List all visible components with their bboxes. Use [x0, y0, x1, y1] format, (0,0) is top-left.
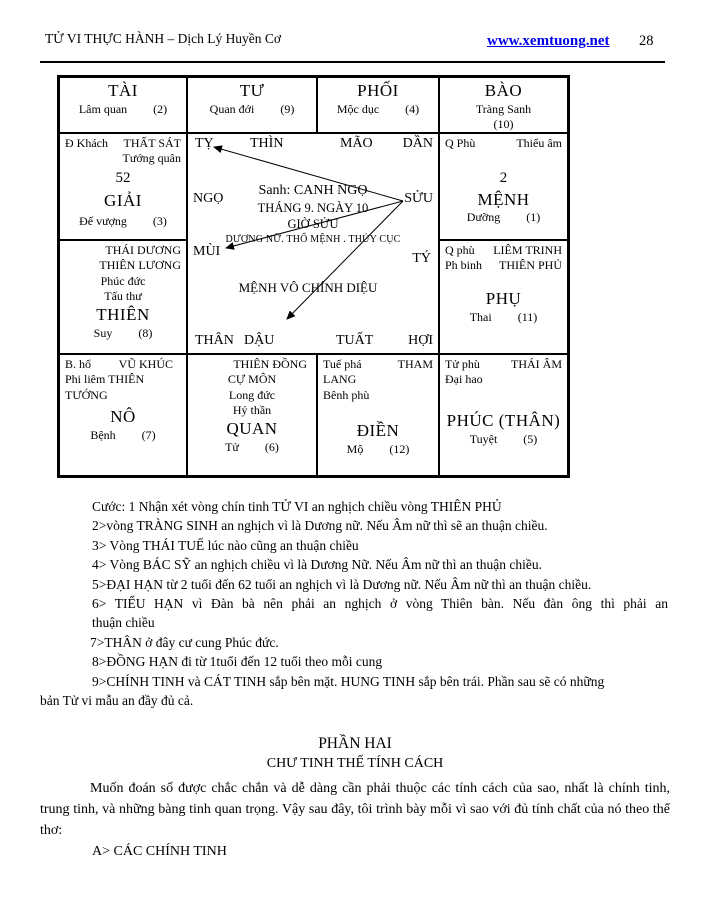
chart-cell-menh	[439, 133, 568, 240]
section-subtitle: CHƯ TINH THỂ TÍNH CÁCH	[266, 756, 444, 771]
note-line: 9>CHÍNH TINH và CÁT TINH sắp bên mặt. HUNG TINH sắp bên trái. Phần sau sẽ có những	[92, 673, 605, 689]
major-star: Phi liêm THIÊN TƯỚNG	[65, 372, 145, 402]
note-line: 3> Vòng THÁI TUẾ lúc nào cũng an thuận chiều	[92, 537, 359, 553]
chart-cell-thien	[59, 240, 187, 354]
major-star: LIÊM TRINH	[493, 243, 562, 257]
palace-name: NÔ	[110, 406, 136, 426]
minor-star: Phúc đức	[100, 273, 146, 288]
chart-cell-phuc	[439, 354, 568, 476]
palace-name: ĐIỀN	[356, 420, 400, 440]
stage-number: (3)	[152, 213, 167, 228]
major-star: THÁI DƯƠNG	[105, 243, 181, 257]
palace-name: THIÊN	[96, 305, 150, 325]
birth-info	[188, 182, 438, 246]
stage-name: Dưỡng	[466, 210, 501, 225]
branch-ngo: NGỌ	[193, 191, 224, 206]
minor-star: Đại hao	[445, 372, 483, 387]
age-number: 52	[115, 169, 131, 186]
chart-cell-bao	[439, 77, 568, 133]
minor-star: Q phù	[445, 243, 475, 257]
major-star: CỰ MÔN	[227, 372, 277, 387]
major-star: THÁI ÂM	[511, 357, 562, 371]
note-line: bản Tử vi mẫu an đầy đủ cả.	[40, 693, 194, 709]
chart-cell-giai	[59, 133, 187, 240]
chart-center	[187, 133, 439, 354]
branch-dan: DẦN	[402, 136, 433, 151]
branch-mao: MÃO	[340, 136, 373, 151]
stage-number: (1)	[526, 210, 541, 225]
section-paragraph: Muốn đoán số được chắc chắn và dễ dàng cần phải thuộc các tính cách của sao, nhất là chính tinh, trung tinh, và những bàng tinh quan trọng. Vậy sau đây, tôi trình bày mỗi vì sao với đủ tính chất của nó theo thể thơ:	[40, 781, 670, 838]
note-line: 7>THÂN ở đây cư cung Phúc đức.	[90, 634, 279, 650]
branch-ti: TÝ	[412, 251, 431, 266]
note-line: 4> Vòng BÁC SỸ an nghịch chiều vì là Dương Nữ. Nếu Âm nữ thì an thuận chiều.	[92, 557, 543, 573]
section-item: A> CÁC CHÍNH TINH	[92, 844, 227, 859]
branch-mui: MÙI	[193, 244, 221, 259]
branch-dau: DẬU	[244, 333, 275, 348]
note-line: 2>vòng TRÀNG SINH an nghịch vì là Dương nữ. Nếu Âm nữ thì sẽ an thuận chiều.	[92, 518, 548, 534]
stage-number: (4)	[405, 101, 420, 116]
tuvi-chart	[57, 75, 570, 478]
palace-name: PHỤ	[485, 288, 522, 308]
age-number: 2	[499, 170, 508, 187]
branch-tuat: TUẤT	[336, 333, 374, 348]
page-title: TỬ VI THỰC HÀNH – Dịch Lý Huyền Cơ	[45, 31, 282, 46]
stage-number: (8)	[138, 326, 153, 341]
palace-name: BÀO	[484, 81, 523, 100]
stage-name: Tràng Sanh	[475, 101, 532, 116]
stage-name: Thai	[469, 309, 492, 324]
stage-name: Mộc dục	[336, 101, 380, 116]
palace-name: TÀI	[108, 81, 138, 100]
palace-name: GIẢI	[104, 190, 142, 210]
stage-number: (12)	[389, 441, 410, 456]
minor-star: Tướng quân	[122, 151, 181, 166]
minor-star: Đ Khách	[65, 136, 108, 150]
header-divider	[40, 61, 665, 63]
minor-star: Tuế phá	[323, 357, 362, 371]
chart-cell-phu	[439, 240, 568, 354]
website-link[interactable]: www.xemtuong.net	[487, 33, 610, 49]
major-star: THẤT SÁT	[123, 136, 181, 150]
stage-name: Bệnh	[90, 427, 116, 442]
stage-number: (9)	[280, 101, 295, 116]
part-two-section	[40, 735, 670, 862]
stage-number: (7)	[141, 427, 156, 442]
note-line: Cước: 1 Nhận xét vòng chín tinh TỬ VI an nghịch chiều vòng THIÊN PHỦ	[92, 499, 502, 514]
stage-name: Quan đới	[209, 101, 255, 116]
major-star: THIÊN PHỦ	[499, 258, 562, 273]
note-line: thuận chiều	[92, 615, 155, 631]
minor-star: B. hổ	[65, 357, 92, 371]
stage-number: (5)	[523, 431, 538, 446]
chart-cell-phoi	[317, 77, 439, 133]
stage-name: Lâm quan	[78, 101, 128, 116]
minor-star: Tử phù	[445, 357, 480, 371]
chart-cell-no	[59, 354, 187, 476]
stage-name: Tử	[225, 440, 239, 455]
birth-month-day: THÁNG 9. NGÀY 10	[257, 201, 369, 216]
birth-destiny: DƯƠNG NỮ. THỔ MỆNH . THỦY CỤC	[225, 233, 401, 245]
stage-name: Tuyệt	[469, 431, 498, 446]
major-star: THIÊN LƯƠNG	[99, 258, 181, 273]
branch-suu: SỬU	[404, 191, 433, 206]
chart-cell-tai	[59, 77, 187, 133]
branch-hoi: HỢI	[408, 333, 433, 348]
footnotes	[40, 497, 670, 710]
stage-name: Đế vượng	[79, 213, 127, 228]
major-star: THIÊN ĐỒNG	[233, 357, 307, 371]
note-line: 8>ĐỒNG HẠN đi từ 1tuổi đến 12 tuổi theo mỗi cung	[92, 654, 383, 670]
minor-star: Tấu thư	[104, 289, 142, 304]
major-star: LANG	[323, 372, 357, 387]
minor-star: Hỷ thần	[232, 403, 272, 418]
minor-star: Long đức	[228, 387, 276, 402]
palace-name: PHỐI	[357, 81, 399, 100]
stage-name: Suy	[93, 326, 113, 341]
major-star: VŨ KHÚC	[118, 357, 173, 371]
birth-hour: GIỜ SỬU	[287, 217, 339, 232]
note-line: 6> TIỂU HẠN vì Đàn bà nên phải an nghịch ở vòng Thiên bàn. Nếu đàn ông thì phải an	[92, 596, 668, 612]
minor-star: Ph binh	[445, 258, 483, 273]
chart-cell-tu	[187, 77, 317, 133]
minor-star: Thiếu âm	[516, 136, 562, 150]
section-title: PHẦN HAI	[318, 735, 392, 752]
center-note: MỆNH VÔ CHÍNH DIỆU	[238, 280, 378, 295]
chart-cell-quan	[187, 354, 317, 476]
branch-ty: TỴ	[195, 136, 214, 151]
palace-name: TƯ	[239, 81, 265, 100]
page-number: 28	[639, 33, 654, 49]
stage-number: (2)	[153, 101, 168, 116]
stage-number: (11)	[517, 309, 538, 324]
stage-number: (6)	[264, 440, 279, 455]
branch-thin: THÌN	[250, 136, 284, 151]
branch-than: THÂN	[195, 333, 234, 348]
major-star: THAM	[397, 357, 433, 371]
palace-name: MỆNH	[477, 189, 530, 209]
palace-name: QUAN	[226, 419, 278, 439]
palace-name: PHÚC (THÂN)	[446, 410, 561, 430]
stage-name: Mộ	[346, 441, 364, 456]
note-line: 5>ĐẠI HẠN từ 2 tuổi đến 62 tuổi an nghịch vì là Dương nữ. Nếu Âm nữ thì an thuận chiều.	[92, 576, 592, 592]
minor-star: Q Phù	[445, 136, 476, 150]
birth-year: Sanh: CANH NGỌ	[258, 183, 368, 198]
chart-cell-dien	[317, 354, 439, 476]
minor-star: Bênh phù	[323, 387, 370, 402]
stage-number: (10)	[493, 117, 514, 132]
